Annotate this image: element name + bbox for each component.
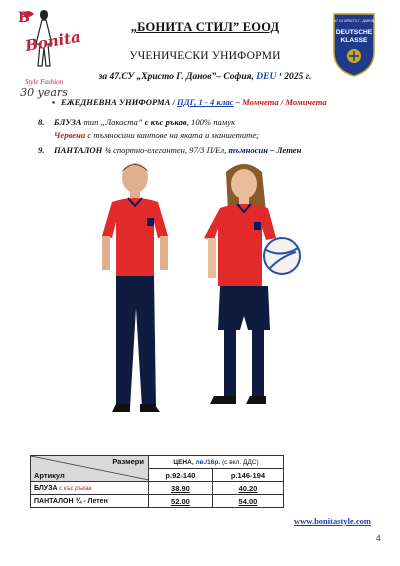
item-blouse-color xyxy=(54,130,259,140)
table-row xyxy=(31,495,284,508)
item-material: , 100% памук xyxy=(186,117,236,127)
item-trousers xyxy=(38,145,301,155)
logo-years: 30 years xyxy=(20,86,68,99)
svg-text:Bonita: Bonita xyxy=(23,27,83,56)
table-header-row xyxy=(31,456,284,469)
bonita-logo-icon xyxy=(14,4,83,80)
svg-text:47 СУ ХРИСТО Г. ДАНОВ: 47 СУ ХРИСТО Г. ДАНОВ xyxy=(333,19,375,23)
section-label: ЕЖЕДНЕВНА УНИФОРМА / xyxy=(61,97,178,107)
price-vat: (с вкл. ДДС) xyxy=(220,458,259,466)
table-row xyxy=(31,482,284,495)
article-label: Артикул xyxy=(34,471,65,480)
item-desc: спортно-елегантен, 97/3 П/Ел, xyxy=(110,145,229,155)
size-range: р.146-194 xyxy=(212,469,283,482)
article-cell xyxy=(31,495,149,508)
page-subtitle: УЧЕНИЧЕСКИ УНИФОРМИ xyxy=(129,50,281,62)
bullet-icon: ▪ xyxy=(52,97,56,107)
uniform-photo xyxy=(90,160,320,430)
article-cell xyxy=(31,482,149,495)
article-note: с къс ръкав xyxy=(57,485,92,492)
school-prefix: за 47.СУ „Христо Г. Данов”– София, xyxy=(98,72,257,82)
price-cell: 38.90 xyxy=(149,482,213,495)
section-sep: – xyxy=(233,97,243,107)
price-table xyxy=(30,455,284,508)
item-season: – Летен xyxy=(268,145,302,155)
website-link[interactable]: www.bonitastyle.com xyxy=(294,516,371,526)
school-deu: DEU xyxy=(256,72,277,82)
svg-text:DEUTSCHE: DEUTSCHE xyxy=(335,29,373,36)
size-range: р.92-140 xyxy=(149,469,213,482)
price-unit: лв./16р. xyxy=(195,458,221,466)
price-cell: 40.20 xyxy=(212,482,283,495)
item-name: ПАНТАЛОН ¾ xyxy=(54,145,111,155)
school-line xyxy=(70,72,340,82)
price-label: ЦЕНА, xyxy=(173,458,196,466)
boy-figure xyxy=(102,163,168,412)
section-grades: ПДГ, 1 - 4 клас xyxy=(177,97,234,107)
item-sleeve: с къс ръкав xyxy=(144,117,187,127)
section-heading xyxy=(52,97,327,107)
sizes-label: Размери xyxy=(112,457,144,466)
item-color: Червена xyxy=(54,130,86,140)
table-corner-cell xyxy=(31,456,149,482)
section-kids: Момчета / Момичета xyxy=(242,97,327,107)
price-cell: 54.00 xyxy=(212,495,283,508)
item-number: 8. xyxy=(38,117,45,127)
kids-uniform-illustration xyxy=(90,160,320,430)
shield-icon xyxy=(330,12,378,78)
article-name: БЛУЗА xyxy=(34,484,58,492)
company-title: „БОНИТА СТИЛ” ЕООД xyxy=(130,20,280,34)
item-color-desc: с тъмносини кантове на яката и маншетите; xyxy=(85,130,260,140)
price-cell: 52.00 xyxy=(149,495,213,508)
item-blouse xyxy=(38,117,235,127)
svg-text:B: B xyxy=(18,10,30,26)
logo-tagline: Style Fashion xyxy=(24,78,64,86)
item-desc: тип „Лакоста” xyxy=(81,117,145,127)
item-number: 9. xyxy=(38,145,45,155)
deutsche-klasse-badge xyxy=(330,12,378,78)
page-number: 4 xyxy=(376,533,381,543)
price-header xyxy=(149,456,284,469)
item-color: тъмносин xyxy=(228,145,269,155)
article-name: ПАНТАЛОН ¾ - Летен xyxy=(34,497,108,505)
school-suffix: ‘ 2025 г. xyxy=(276,72,312,82)
svg-text:KLASSE: KLASSE xyxy=(340,37,368,44)
girl-figure xyxy=(204,164,300,404)
item-name: БЛУЗА xyxy=(54,117,82,127)
